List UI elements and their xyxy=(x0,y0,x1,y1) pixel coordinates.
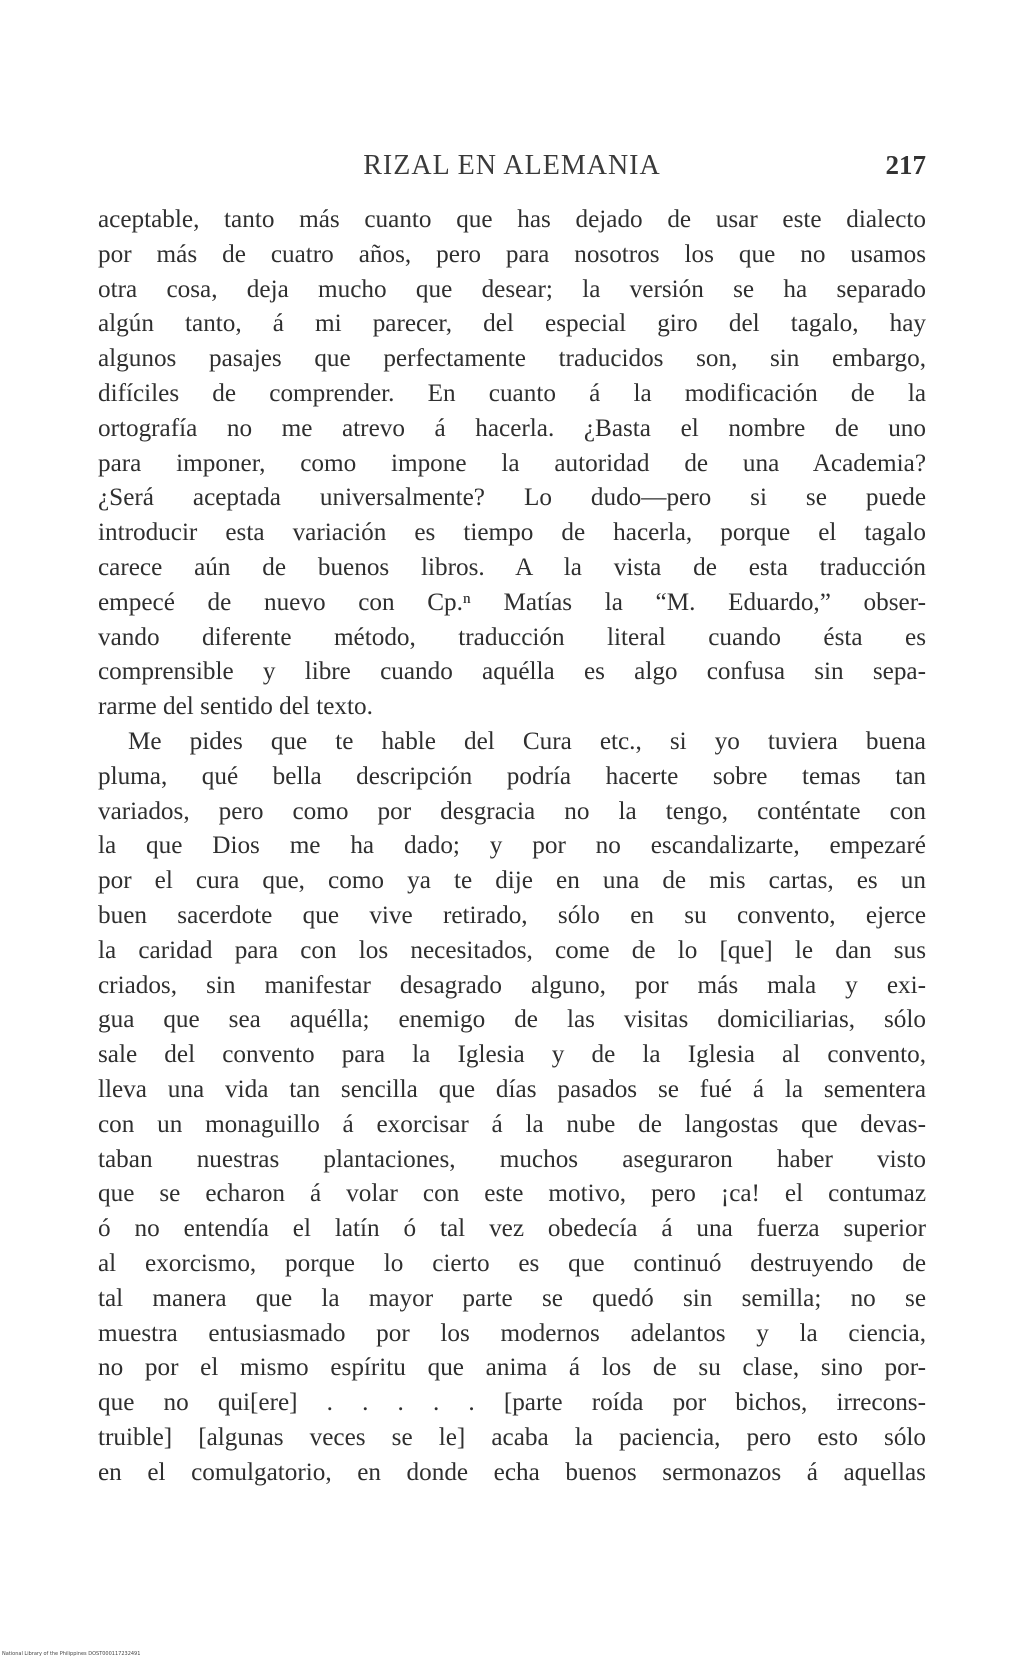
text-line: por más de cuatro años, pero para nosotros los que no usamos xyxy=(98,240,926,268)
text-line: por el cura que, como ya te dije en una de mis cartas, es un xyxy=(98,867,926,895)
page-header xyxy=(98,150,926,190)
text-line: no por el mismo espíritu que anima á los de su clase, sino por- xyxy=(98,1354,926,1382)
text-line: en el comulgatorio, en donde echa buenos sermonazos á aquellas xyxy=(98,1458,926,1486)
text-line: difíciles de comprender. En cuanto á la modificación de la xyxy=(98,379,926,407)
text-line: otra cosa, deja mucho que desear; la versión se ha separado xyxy=(98,275,926,303)
text-line: la caridad para con los necesitados, come de lo [que] le dan sus xyxy=(98,936,926,964)
text-line: carece aún de buenos libros. A la vista de esta traducción xyxy=(98,553,926,581)
text-line: aceptable, tanto más cuanto que has dejado de usar este dialecto xyxy=(98,206,926,233)
page-number: 217 xyxy=(885,150,926,180)
text-line: truible] [algunas veces se le] acaba la paciencia, pero esto sólo xyxy=(98,1423,926,1451)
text-line: gua que sea aquélla; enemigo de las visitas domiciliarias, sólo xyxy=(98,1006,926,1034)
text-line: lleva una vida tan sencilla que días pasados se fué á la sementera xyxy=(98,1075,926,1103)
text-line: introducir esta variación es tiempo de hacerla, porque el tagalo xyxy=(98,519,926,547)
text-line: buen sacerdote que vive retirado, sólo en su convento, ejerce xyxy=(98,901,926,929)
text-line: sale del convento para la Iglesia y de la Iglesia al convento, xyxy=(98,1041,926,1069)
paragraph-1 xyxy=(98,203,926,725)
text-line: muestra entusiasmado por los modernos adelantos y la ciencia, xyxy=(98,1319,926,1347)
text-line: rarme del sentido del texto. xyxy=(98,693,373,721)
text-line: taban nuestras plantaciones, muchos aseguraron haber visto xyxy=(98,1145,926,1173)
text-line: variados, pero como por desgracia no la tengo, conténtate con xyxy=(98,797,926,825)
scan-credit: National Library of the Philippines DOST000117232491 xyxy=(2,1651,141,1657)
paragraph-2 xyxy=(98,725,926,1491)
text-line: tal manera que la mayor parte se quedó sin semilla; no se xyxy=(98,1284,926,1312)
body-text xyxy=(98,203,926,1490)
text-line: que se echaron á volar con este motivo, pero ¡ca! el contumaz xyxy=(98,1180,926,1208)
text-line: ¿Será aceptada universalmente? Lo dudo—pero si se puede xyxy=(98,484,926,512)
running-title: RIZAL EN ALEMANIA xyxy=(363,150,661,181)
text-line: algunos pasajes que perfectamente traducidos son, sin embargo, xyxy=(98,345,926,373)
text-line: que no qui[ere] . . . . . [parte roída por bichos, irrecons- xyxy=(98,1389,926,1417)
text-line: Me pides que te hable del Cura etc., si yo tuviera buena xyxy=(128,727,926,755)
text-line: criados, sin manifestar desagrado alguno, por más mala y exi- xyxy=(98,971,926,999)
text-line: con un monaguillo á exorcisar á la nube de langostas que devas- xyxy=(98,1110,926,1138)
text-line: al exorcismo, porque lo cierto es que continuó destruyendo de xyxy=(98,1249,926,1277)
text-line: ó no entendía el latín ó tal vez obedecía á una fuerza superior xyxy=(98,1215,926,1243)
text-line: ortografía no me atrevo á hacerla. ¿Basta el nombre de uno xyxy=(98,414,926,442)
text-line: la que Dios me ha dado; y por no escandalizarte, empezaré xyxy=(98,832,926,860)
text-line: comprensible y libre cuando aquélla es algo confusa sin sepa- xyxy=(98,658,926,686)
text-line: pluma, qué bella descripción podría hacerte sobre temas tan xyxy=(98,762,926,790)
text-line: algún tanto, á mi parecer, del especial giro del tagalo, hay xyxy=(98,310,926,338)
text-line: vando diferente método, traducción literal cuando ésta es xyxy=(98,623,926,651)
text-line: para imponer, como impone la autoridad de una Academia? xyxy=(98,449,926,477)
text-line: empecé de nuevo con Cp.ⁿ Matías la “M. Eduardo,” obser- xyxy=(98,588,926,616)
